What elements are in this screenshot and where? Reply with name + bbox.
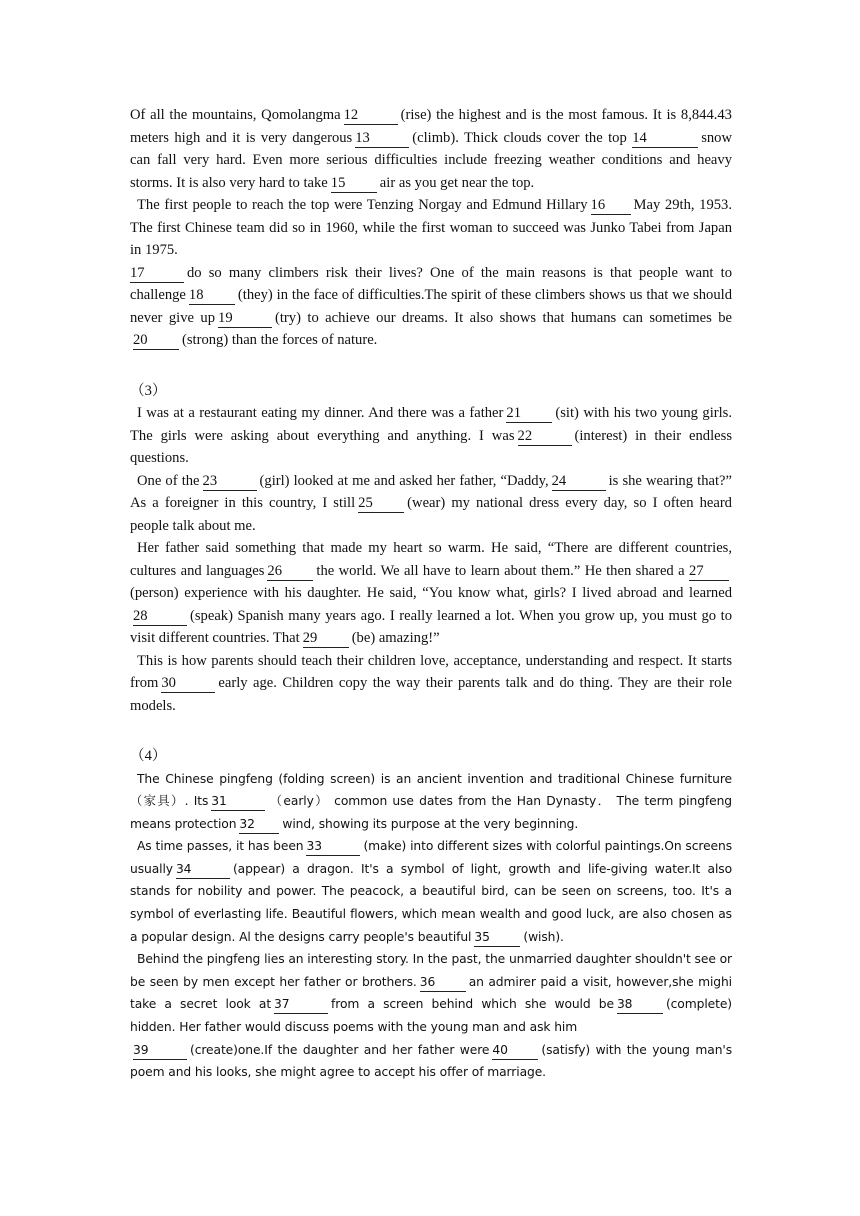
text: I was at a restaurant eating my dinner. And there was a father [137,405,504,421]
text: (create)one.If the daughter and her father were [190,1042,490,1057]
blank-18[interactable]: 18 [189,287,235,305]
text: is she wearing that?” As a foreigner in this country, I still [130,472,732,511]
text: an admirer paid a visit, however,she mighi take a secret look at [130,974,732,1012]
blank-27[interactable]: 27 [689,563,729,581]
text: do so many climbers risk their lives? One of the main reasons is that people want to challenge [130,264,732,303]
blank-21[interactable]: 21 [506,405,552,423]
blank-25[interactable]: 25 [358,495,404,513]
text: (they) in the face of difficulties.The spirit of these climbers shows us that we should never give up [130,287,732,326]
paragraph [130,470,732,538]
blank-15[interactable]: 15 [331,175,377,193]
text: wind, showing its purpose at the very beginning. [282,816,579,831]
blank-19[interactable]: 19 [218,310,272,328]
text: This is how parents should teach their children love, acceptance, understanding and respect. It starts from [130,652,732,691]
blank-16[interactable]: 16 [591,197,631,215]
paragraph [130,402,732,470]
text: Behind the pingfeng lies an interesting story. In the past, the unmarried daughter shouldn't see or be seen by men except her father or brothers. [130,952,732,989]
text: (try) to achieve our dreams. It also shows that humans can sometimes be [275,309,732,326]
blank-22[interactable]: 22 [518,428,572,446]
text: snow can fall very hard. Even more serious difficulties include freezing weather conditions and heavy storms. It is also very hard to take [130,129,733,191]
document-page [130,104,732,1084]
text: (be) amazing!” [351,630,440,646]
text: The first people to reach the top were Tenzing Norgay and Edmund Hillary [137,197,588,213]
blank-28[interactable]: 28 [133,608,187,626]
text: One of the [137,472,200,489]
paragraph [130,262,732,352]
blank-31[interactable]: 31 [211,793,265,811]
paragraph [130,104,732,194]
blank-34[interactable]: 34 [176,861,230,879]
text: (wear) my national dress every day, so I often heard people talk about me. [130,495,732,534]
paragraph [130,650,732,718]
blank-40[interactable]: 40 [492,1042,538,1060]
text: Her father said something that made my heart so warm. He said, “There are different countries, cultures and languages [130,540,732,579]
text: (complete) hidden. Her father would discuss poems with the young man and ask him [130,997,732,1035]
text: (girl) looked at me and asked her father, “Daddy, [259,472,549,489]
blank-32[interactable]: 32 [239,816,279,834]
text: (make) into different sizes with colorful paintings.On screens usually [130,839,732,876]
paragraph [130,948,732,1084]
blank-13[interactable]: 13 [355,130,409,148]
blank-38[interactable]: 38 [617,996,663,1014]
blank-20[interactable]: 20 [133,332,179,350]
text: (strong) than the forces of nature. [182,332,378,348]
text: (rise) the highest and is the most famous. It is 8,844.43 meters high and it is very dangerous [130,107,732,146]
paragraph [130,194,732,262]
text: early age. Children copy the way their parents talk and do thing. They are their role models. [130,675,732,714]
text: the world. We all have to learn about them.” He then shared a [316,562,685,579]
blank-35[interactable]: 35 [474,929,520,947]
text: from a screen behind which she would be [331,997,614,1012]
text: The Chinese pingfeng (folding screen) is an ancient invention and traditional Chinese furniture（家具）. Its [130,771,732,809]
text: Of all the mountains, Qomolangma [130,107,341,123]
text: (sit) with his two young girls. The girls were asking about everything and anything. I was [130,405,732,444]
blank-29[interactable]: 29 [303,630,349,648]
text: (wish). [523,929,564,944]
text: (speak) Spanish many years ago. I really learned a lot. When you grow up, you must go to visit different countries. That [130,607,732,646]
blank-39[interactable]: 39 [133,1042,187,1060]
blank-17[interactable]: 17 [130,265,184,283]
paragraph [130,835,732,948]
blank-12[interactable]: 12 [344,107,398,125]
text: (climb). Thick clouds cover the top [412,129,627,146]
text: May 29th, 1953. The first Chinese team did so in 1960, while the first woman to succeed was Junko Tabei from Japan in 1975. [130,197,733,258]
paragraph [130,768,732,836]
text: (person) experience with his daughter. He said, “You know what, girls? I lived abroad and learned [130,585,732,601]
blank-24[interactable]: 24 [552,473,606,491]
paragraph [130,537,732,650]
text: (interest) in their endless questions. [130,427,732,466]
blank-37[interactable]: 37 [274,996,328,1014]
blank-26[interactable]: 26 [267,563,313,581]
blank-33[interactable]: 33 [306,838,360,856]
text: (satisfy) with the young man's poem and his looks, she might agree to accept his offer of marriage. [130,1042,732,1080]
text: air as you get near the top. [379,174,535,191]
blank-36[interactable]: 36 [420,974,466,992]
section-title: （4） [130,748,167,764]
text: As time passes, it has been [137,839,304,854]
section-title: （3） [130,382,167,399]
blank-14[interactable]: 14 [632,130,698,148]
blank-23[interactable]: 23 [203,473,257,491]
blank-30[interactable]: 30 [161,675,215,693]
text: （early） common use dates from the Han Dynasty． The term pingfeng means protection [130,794,732,831]
text: (appear) a dragon. It's a symbol of light, growth and life-giving water.It also stands for nobility and power. The peacock, a beautiful bird, can be seen on screens, too. It's a symbol of everlasting life. Beautiful flowers, which mean wealth and good luck, are also chosen as a popular design. Al the designs carry people's beautiful [130,861,732,944]
